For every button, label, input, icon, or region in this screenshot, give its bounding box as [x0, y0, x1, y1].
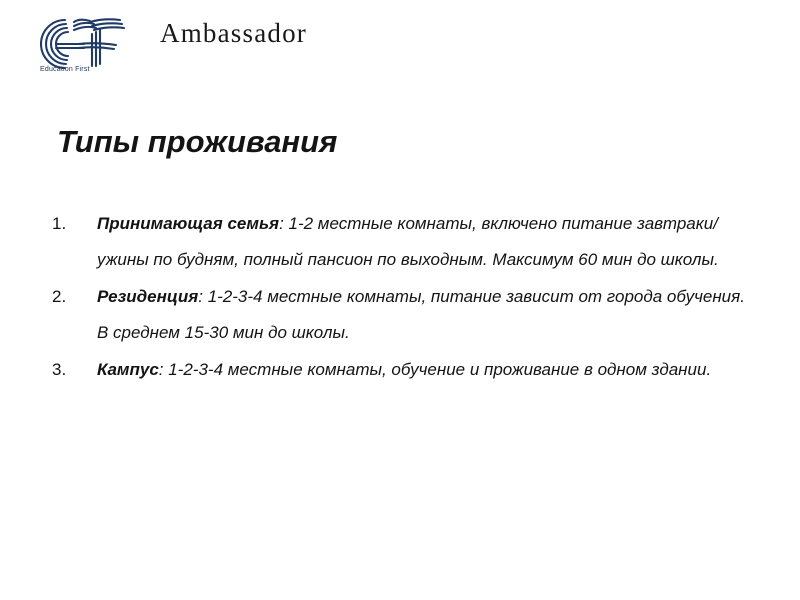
page-title: Типы проживания — [57, 124, 338, 159]
list-item — [0, 206, 800, 278]
brand-name: Ambassador — [160, 18, 307, 48]
accommodation-list — [0, 206, 800, 389]
item-number: 1. — [52, 214, 67, 233]
item-description: : 1-2-3-4 местные комнаты, питание зависит от города обучения. В среднем 15-30 мин до школы. — [97, 287, 745, 342]
logo-caption: Education First — [40, 66, 90, 73]
item-number: 3. — [52, 360, 67, 379]
item-term: Кампус — [97, 360, 159, 379]
item-number: 2. — [52, 287, 67, 306]
item-description: : 1-2-3-4 местные комнаты, обучение и проживание в одном здании. — [158, 360, 712, 379]
item-term: Принимающая семья — [97, 214, 280, 233]
item-term: Резиденция — [97, 287, 199, 306]
list-item — [0, 352, 800, 388]
item-description: : 1-2 местные комнаты, включено питание завтраки/ужины по будням, полный пансион по выходным. Максимум 60 мин до школы. — [97, 214, 719, 269]
list-item — [0, 279, 800, 351]
